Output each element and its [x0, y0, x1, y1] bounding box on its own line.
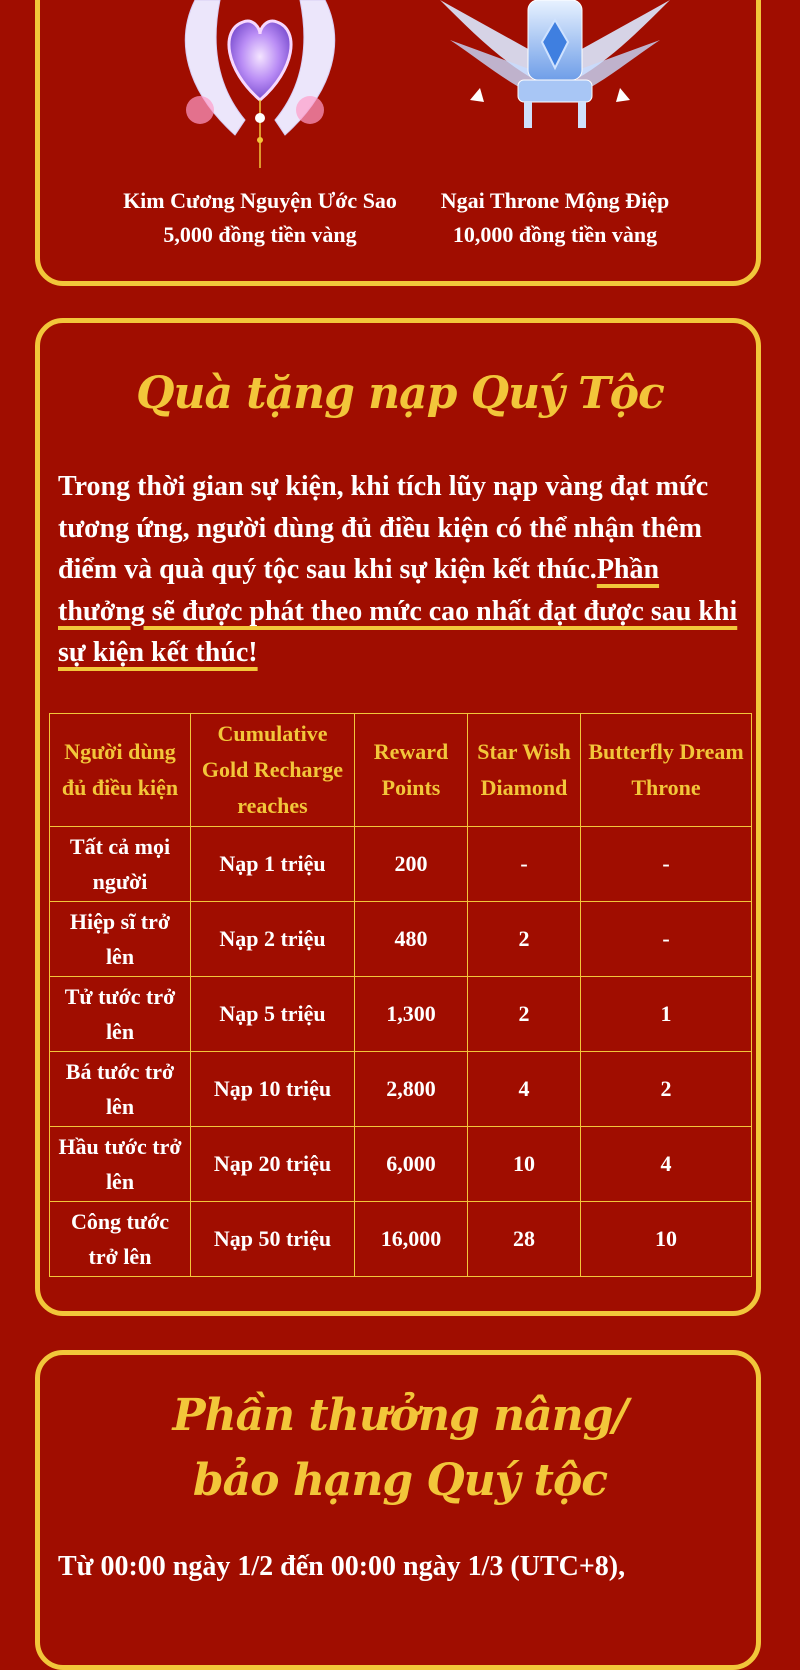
table-row [50, 977, 752, 1052]
cell-tier: Tử tước trở lên [50, 977, 191, 1052]
table-row [50, 1202, 752, 1277]
cell-throne: 1 [581, 977, 752, 1052]
noble-highlight-text: Phần thưởng sẽ được phát theo mức cao nhất đạt được sau khi sự kiện kết thúc! [58, 554, 738, 668]
cell-throne: - [581, 827, 752, 902]
cell-diamond: 10 [468, 1127, 581, 1202]
rank-section-title-line2: bảo hạng Quý tộc [192, 1455, 608, 1506]
gift-price: 10,000 đồng tiền vàng [452, 222, 658, 247]
cell-throne: 4 [581, 1127, 752, 1202]
cell-recharge: Nạp 5 triệu [191, 977, 355, 1052]
table-row [50, 902, 752, 977]
cell-diamond: 2 [468, 902, 581, 977]
cell-diamond: - [468, 827, 581, 902]
header-reward-points: Reward Points [355, 714, 468, 827]
noble-intro-text: Trong thời gian sự kiện, khi tích lũy nạp vàng đạt mức tương ứng, người dùng đủ điều kiện có thể nhận thêm điểm và quà quý tộc sau khi sự kiện kết thúc. [58, 471, 709, 585]
gift-butterfly-dream-throne [415, 184, 695, 252]
header-eligible-users: Người dùng đủ điều kiện [50, 714, 191, 827]
gift-star-wish-diamond [105, 184, 415, 252]
cell-tier: Hầu tước trở lên [50, 1127, 191, 1202]
gift-name: Kim Cương Nguyện Ước Sao [123, 188, 397, 213]
header-butterfly-dream-throne: Butterfly Dream Throne [581, 714, 752, 827]
cell-diamond: 2 [468, 977, 581, 1052]
rank-description: Từ 00:00 ngày 1/2 đến 00:00 ngày 1/3 (UTC+8), [58, 1551, 626, 1582]
cell-tier: Tất cả mọi người [50, 827, 191, 902]
cell-recharge: Nạp 2 triệu [191, 902, 355, 977]
cell-diamond: 28 [468, 1202, 581, 1277]
cell-points: 6,000 [355, 1127, 468, 1202]
cell-recharge: Nạp 1 triệu [191, 827, 355, 902]
cell-throne: 10 [581, 1202, 752, 1277]
cell-recharge: Nạp 20 triệu [191, 1127, 355, 1202]
cell-recharge: Nạp 50 triệu [191, 1202, 355, 1277]
gift-name: Ngai Throne Mộng Điệp [440, 188, 670, 213]
rank-section-title-line1: Phần thưởng nâng/ [172, 1390, 628, 1441]
cell-tier: Bá tước trở lên [50, 1052, 191, 1127]
table-header-row [50, 714, 752, 827]
butterfly-dream-throne-image [440, 0, 670, 140]
noble-section-title: Quà tặng nạp Quý Tộc [136, 368, 664, 419]
cell-tier: Hiệp sĩ trở lên [50, 902, 191, 977]
noble-reward-table [49, 713, 752, 1277]
cell-throne: 2 [581, 1052, 752, 1127]
cell-points: 200 [355, 827, 468, 902]
star-wish-diamond-image [165, 0, 355, 170]
cell-recharge: Nạp 10 triệu [191, 1052, 355, 1127]
table-row [50, 1052, 752, 1127]
header-cumulative-recharge: Cumulative Gold Recharge reaches [191, 714, 355, 827]
header-star-wish-diamond: Star Wish Diamond [468, 714, 581, 827]
cell-tier: Công tước trở lên [50, 1202, 191, 1277]
cell-points: 480 [355, 902, 468, 977]
gift-price: 5,000 đồng tiền vàng [163, 222, 357, 247]
cell-points: 1,300 [355, 977, 468, 1052]
cell-points: 16,000 [355, 1202, 468, 1277]
table-row [50, 827, 752, 902]
cell-throne: - [581, 902, 752, 977]
cell-points: 2,800 [355, 1052, 468, 1127]
table-row [50, 1127, 752, 1202]
noble-description [58, 466, 748, 674]
cell-diamond: 4 [468, 1052, 581, 1127]
